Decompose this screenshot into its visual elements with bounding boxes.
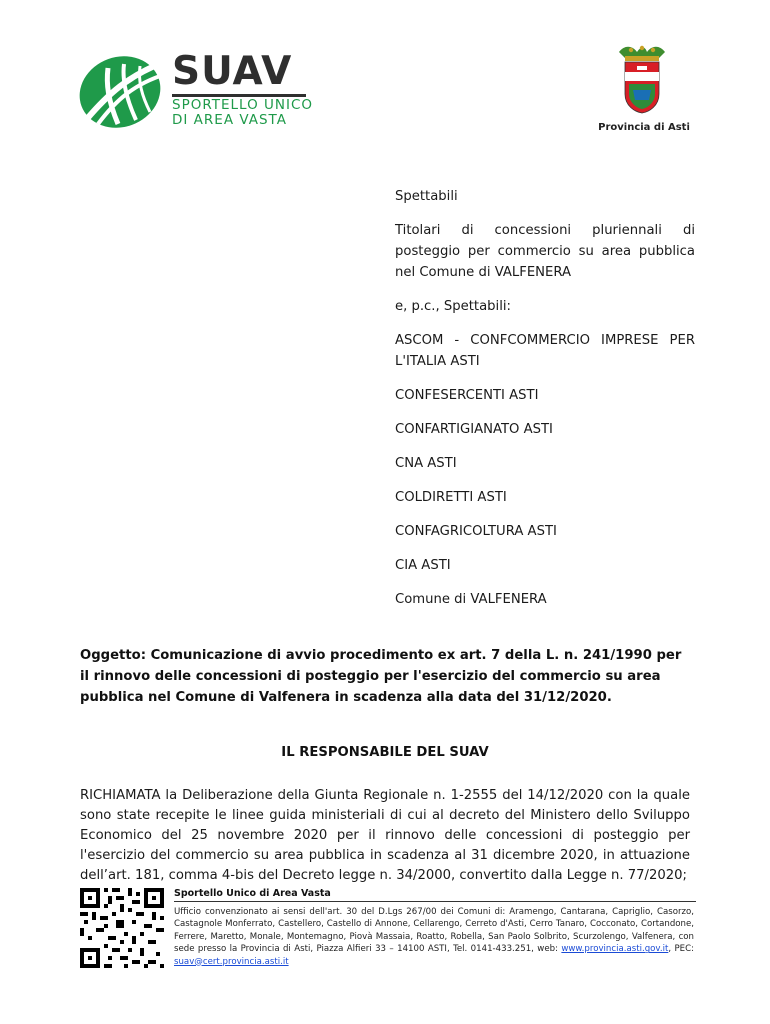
suav-leaf-icon — [78, 54, 168, 132]
recipient-line: CONFARTIGIANATO ASTI — [395, 422, 553, 437]
footer-address-text: Ufficio convenzionato ai sensi dell'art. 30 del D.Lgs 267/00 dei Comuni di: Aramengo, Cantarana, Capriglio, Casorzo, Castagnole Monferrato, Castellero, Castello di Annone, Cellarengo, Cerreto d'Asti, Cerro Tanaro, Cocconato, Cortandone, Ferrere, Maretto, Monale, Montemagno, Piovà Massaia, Roatto, Robella, San Paolo Solbrito, Scurzolengo, Valfenera, con sede presso la Provincia di Asti, Piazza Alfieri 33 – 14100 ASTI, Tel. 0141-433.251, web: — [174, 907, 694, 955]
crest-caption: Provincia di Asti — [598, 122, 690, 133]
recipient-line: Spettabili — [395, 189, 458, 204]
footer-title: Sportello Unico di Area Vasta — [174, 888, 331, 899]
provincia-crest-icon — [615, 44, 669, 114]
footer-divider — [174, 901, 696, 902]
body-paragraph: RICHIAMATA la Deliberazione della Giunta Regionale n. 1-2555 del 14/12/2020 con la quale sono state recepite le linee guida ministeriali di cui al decreto del Ministero dello Sviluppo Economico del 25 novembre 2020 per il rinnovo delle concessioni di posteggio per l'esercizio del commercio su area pubblica in scadenza al 31 dicembre 2020, in attuazione dell’art. 181, comma 4-bis del Decreto legge n. 34/2000, convertito dalla Legge n. 77/2020; — [80, 788, 690, 883]
recipient-line: e, p.c., Spettabili: — [395, 299, 511, 314]
section-heading: IL RESPONSABILE DEL SUAV — [281, 745, 489, 760]
recipient-line: CIA ASTI — [395, 558, 451, 573]
recipient-line: Titolari di concessioni pluriennali di posteggio per commercio su area pubblica nel Comune di VALFENERA — [395, 223, 695, 280]
footer-address — [174, 906, 694, 968]
recipients-block — [395, 186, 695, 623]
pec-link[interactable]: suav@cert.provincia.asti.it — [174, 956, 289, 967]
logo-subtitle-line1: SPORTELLO UNICO — [172, 97, 314, 113]
footer-pec-label: , PEC: — [668, 944, 694, 955]
recipient-line: ASCOM - CONFCOMMERCIO IMPRESE PER L'ITALIA ASTI — [395, 333, 695, 369]
web-link[interactable]: www.provincia.asti.gov.it — [561, 944, 669, 955]
qr-code-icon — [80, 888, 164, 968]
recipient-line: CONFESERCENTI ASTI — [395, 388, 539, 403]
logo-title: SUAV — [172, 49, 293, 94]
recipient-line: COLDIRETTI ASTI — [395, 490, 507, 505]
recipient-line: Comune di VALFENERA — [395, 592, 547, 607]
subject-paragraph: Oggetto: Comunicazione di avvio procedimento ex art. 7 della L. n. 241/1990 per il rinnovo delle concessioni di posteggio per l'esercizio del commercio su area pubblica nel Comune di Valfenera in scadenza alla data del 31/12/2020. — [80, 648, 682, 705]
suav-logo — [78, 49, 318, 132]
logo-subtitle-line2: DI AREA VASTA — [172, 112, 287, 128]
recipient-line: CNA ASTI — [395, 456, 457, 471]
recipient-line: CONFAGRICOLTURA ASTI — [395, 524, 557, 539]
